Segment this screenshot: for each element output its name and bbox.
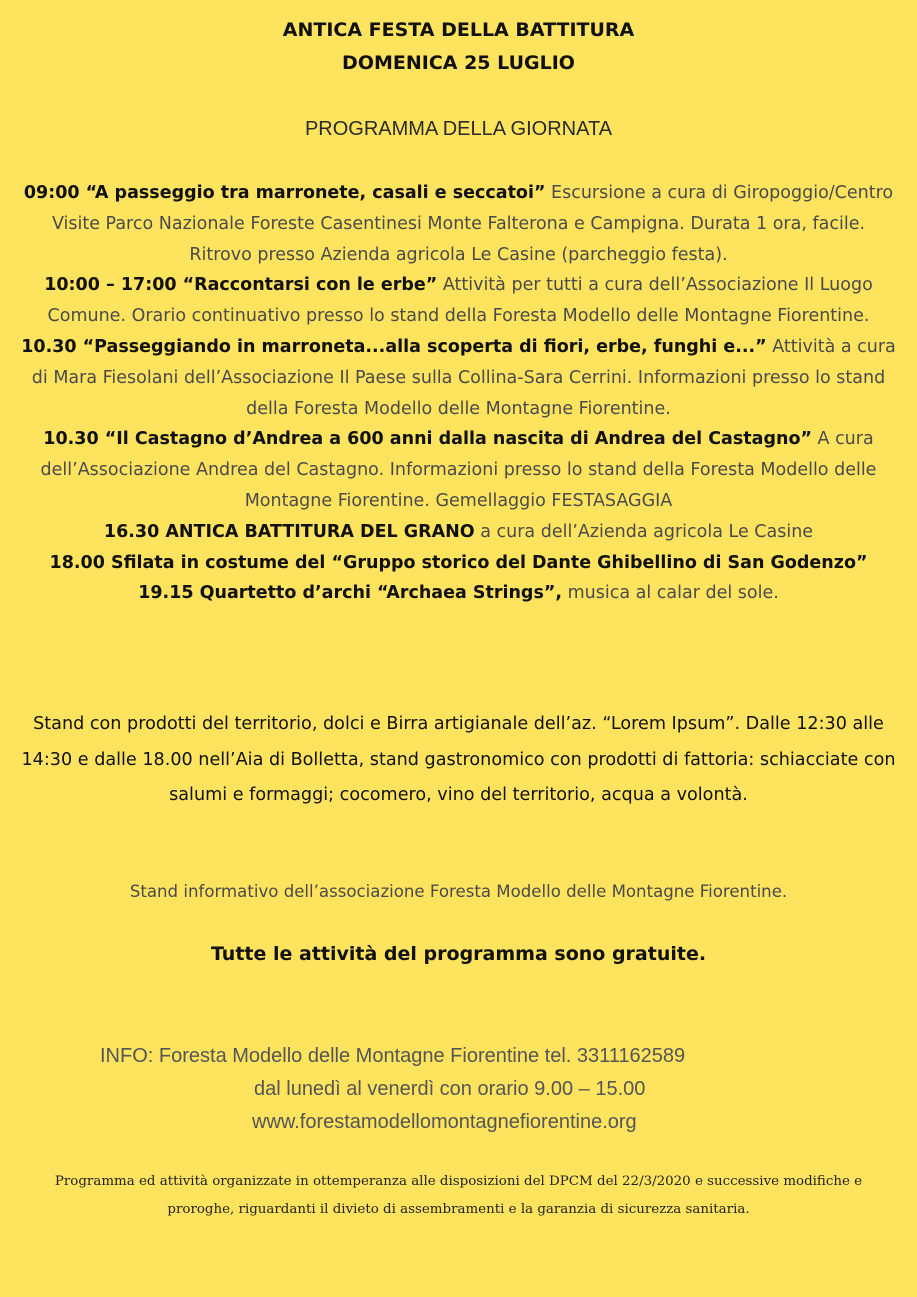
program-item-desc: Attività a cura di Mara Fiesolani dell’Associazione Il Paese sulla Collina-Sara Cerrini. Informazioni presso lo stand della Foresta Modello delle Montagne Fiorentine. — [31, 336, 896, 419]
program-item-title: 18.00 Sfilata in costume del “Gruppo storico del Dante Ghibellino di San Godenzo” — [49, 552, 868, 573]
program-item-1800 — [20, 548, 897, 579]
program-item-title: 09:00 “A passeggio tra marronete, casali e seccatoi” — [23, 183, 546, 203]
program-item-1915 — [20, 578, 897, 609]
program-item-title: 16.30 ANTICA BATTITURA DEL GRANO — [103, 521, 475, 542]
contact-phone: INFO: Foresta Modello delle Montagne Fiorentine tel. 3311162589 — [100, 1045, 686, 1067]
program-item-1000 — [20, 270, 897, 332]
program-item-title: 10:00 – 17:00 “Raccontarsi con le erbe” — [44, 275, 438, 296]
legal-footnote: Programma ed attività organizzate in ottemperanza alle disposizioni del DPCM del 22/3/2020 e successive modifiche e proroghe, riguardanti il divieto di assembramenti e la garanzia di sicurezza sanitaria. — [54, 1174, 863, 1217]
program-item-desc: Escursione a cura di Giropoggio/Centro Visite Parco Nazionale Foreste Casentinesi Monte Falterona e Campigna. Durata 1 ora, facile. Ritrovo presso Azienda agricola Le Casine (parcheggio festa). — [51, 183, 894, 265]
contact-hours: dal lunedì al venerdì con orario 9.00 – 15.00 — [254, 1078, 646, 1100]
program-item-1630 — [20, 517, 897, 548]
program-list — [20, 178, 897, 609]
program-item-desc: Attività per tutti a cura dell’Associazione Il Luogo Comune. Orario continuativo presso lo stand della Foresta Modello delle Montagne Fiorentine. — [47, 275, 873, 327]
program-item-desc: a cura dell’Azienda agricola Le Casine — [474, 521, 814, 542]
program-item-1030a — [20, 332, 897, 424]
program-item-title: 19.15 Quartetto d’archi “Archaea Strings”, — [138, 583, 563, 604]
program-item-0900 — [20, 178, 897, 270]
free-notice: Tutte le attività del programma sono gratuite. — [210, 943, 707, 965]
event-date: DOMENICA 25 LUGLIO — [342, 52, 575, 74]
stand-info-note: Stand informativo dell’associazione Foresta Modello delle Montagne Fiorentine. — [129, 882, 788, 901]
program-item-title: 10.30 “Passeggiando in marroneta...alla scoperta di fiori, erbe, funghi e...” — [21, 336, 767, 357]
contact-website: www.forestamodellomontagnefiorentine.org — [252, 1111, 637, 1133]
program-item-1030b — [20, 424, 897, 516]
contact-info — [0, 1040, 917, 1139]
program-item-title: 10.30 “Il Castagno d’Andrea a 600 anni dalla nascita di Andrea del Castagno” — [43, 429, 812, 450]
stand-description: Stand con prodotti del territorio, dolci e Birra artigianale dell’az. “Lorem Ipsum”. Dalle 12:30 alle 14:30 e dalle 18.00 nell’Aia di Bolletta, stand gastronomico con prodotti di fattoria: schiacciate con salumi e formaggi; cocomero, vino del territorio, acqua a volontà. — [21, 714, 896, 805]
program-heading: PROGRAMMA DELLA GIORNATA — [304, 118, 613, 140]
program-item-desc: musica al calar del sole. — [562, 583, 779, 604]
program-item-desc: A cura dell’Associazione Andrea del Castagno. Informazioni presso lo stand della Foresta Modello delle Montagne Fiorentine. Gemellaggio FESTASAGGIA — [40, 429, 877, 511]
event-title: ANTICA FESTA DELLA BATTITURA — [282, 19, 635, 41]
